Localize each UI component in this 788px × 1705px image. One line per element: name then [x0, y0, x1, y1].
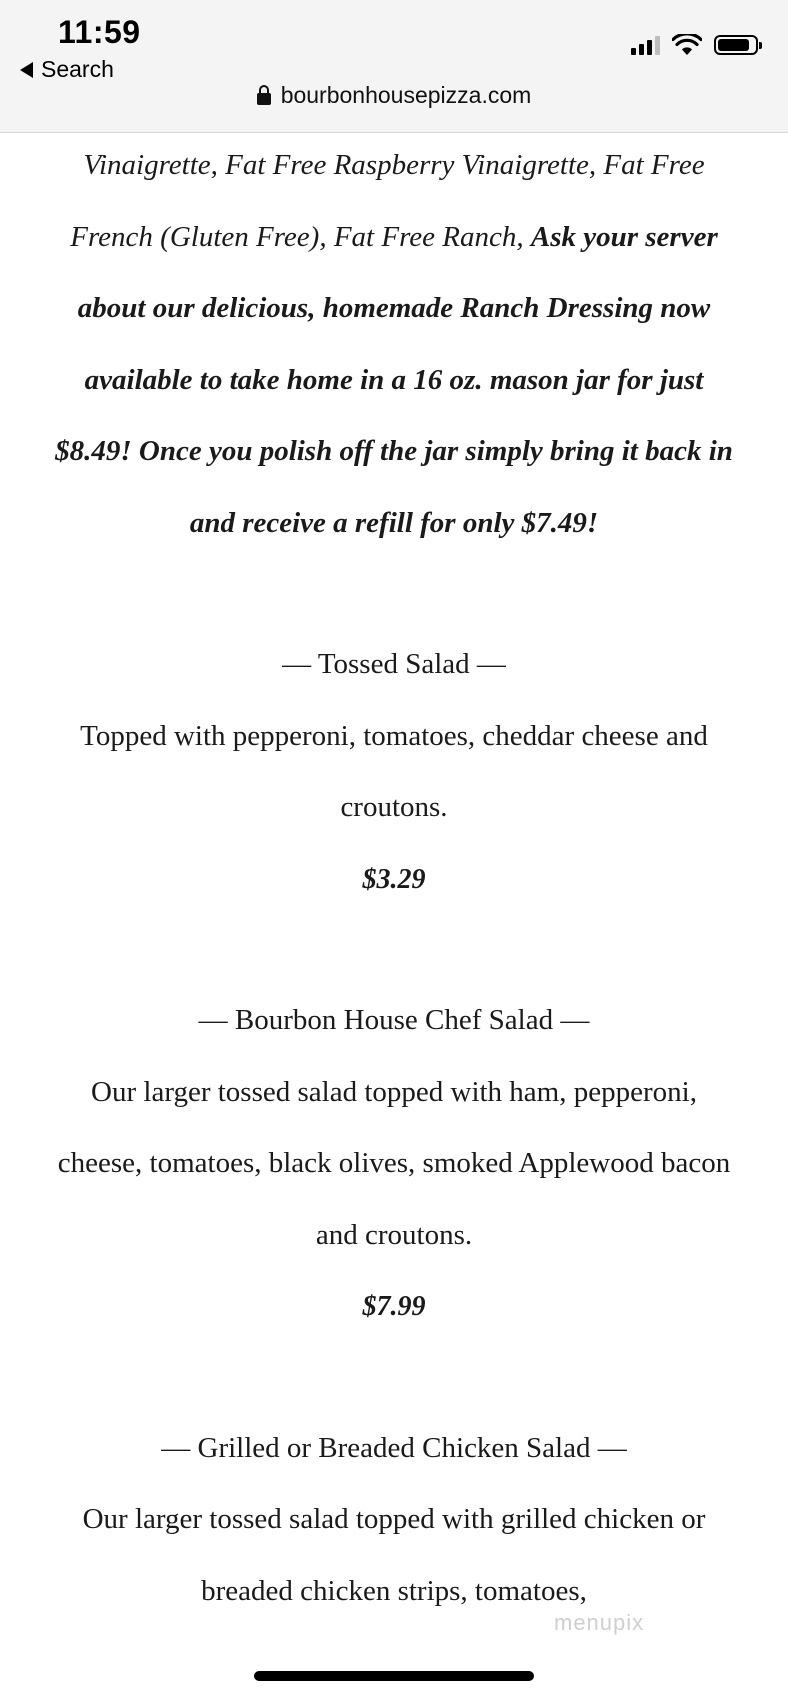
menu-item-price: $3.29 — [362, 863, 426, 895]
menu-item-title: — Bourbon House Chef Salad — — [198, 1004, 590, 1036]
menu-item-chef-salad — [50, 985, 738, 1343]
battery-icon — [714, 35, 758, 55]
address-bar[interactable] — [0, 82, 788, 109]
clock-time: 11:59 — [58, 14, 141, 50]
back-label: Search — [41, 56, 114, 82]
menu-item-price: $7.99 — [362, 1291, 426, 1322]
menu-item-chicken-salad — [50, 1413, 738, 1628]
menu-item-description: Our larger tossed salad topped with ham, pepperoni, cheese, tomatoes, black olives, smoked Applewood bacon and croutons. — [57, 1075, 731, 1251]
status-icons — [631, 34, 758, 56]
home-indicator[interactable] — [254, 1671, 534, 1681]
menu-item-title: — Tossed Salad — — [282, 648, 506, 680]
menu-item-description: Our larger tossed salad topped with grilled chicken or breaded chicken strips, tomatoes, — [82, 1503, 706, 1607]
url-text: bourbonhousepizza.com — [280, 82, 532, 108]
menu-item-description: Topped with pepperoni, tomatoes, cheddar cheese and croutons. — [80, 719, 708, 823]
menu-item-title: — Grilled or Breaded Chicken Salad — — [161, 1431, 627, 1464]
status-bar — [0, 0, 788, 133]
dressing-note — [50, 130, 738, 559]
battery-level — [718, 39, 749, 51]
cellular-signal-icon — [631, 35, 660, 55]
ranch-promo: Ask your server about our delicious, homemade Ranch Dressing now available to take home in a 16 oz. mason jar for just $8.49! Once you polish off the jar simply bring it back in and receive a refill for only $7.49! — [55, 220, 733, 539]
lock-icon — [257, 93, 271, 105]
dressing-list: Vinaigrette, Fat Free Raspberry Vinaigrette, Fat Free French (Gluten Free), Fat Free Ranch, — [70, 149, 705, 253]
menu-content — [50, 132, 738, 1627]
watermark-logo: menupix — [554, 1610, 645, 1635]
menu-item-tossed-salad — [50, 629, 738, 915]
back-arrow-icon — [20, 62, 33, 78]
back-to-search-button[interactable] — [20, 56, 114, 83]
wifi-icon — [672, 34, 702, 56]
